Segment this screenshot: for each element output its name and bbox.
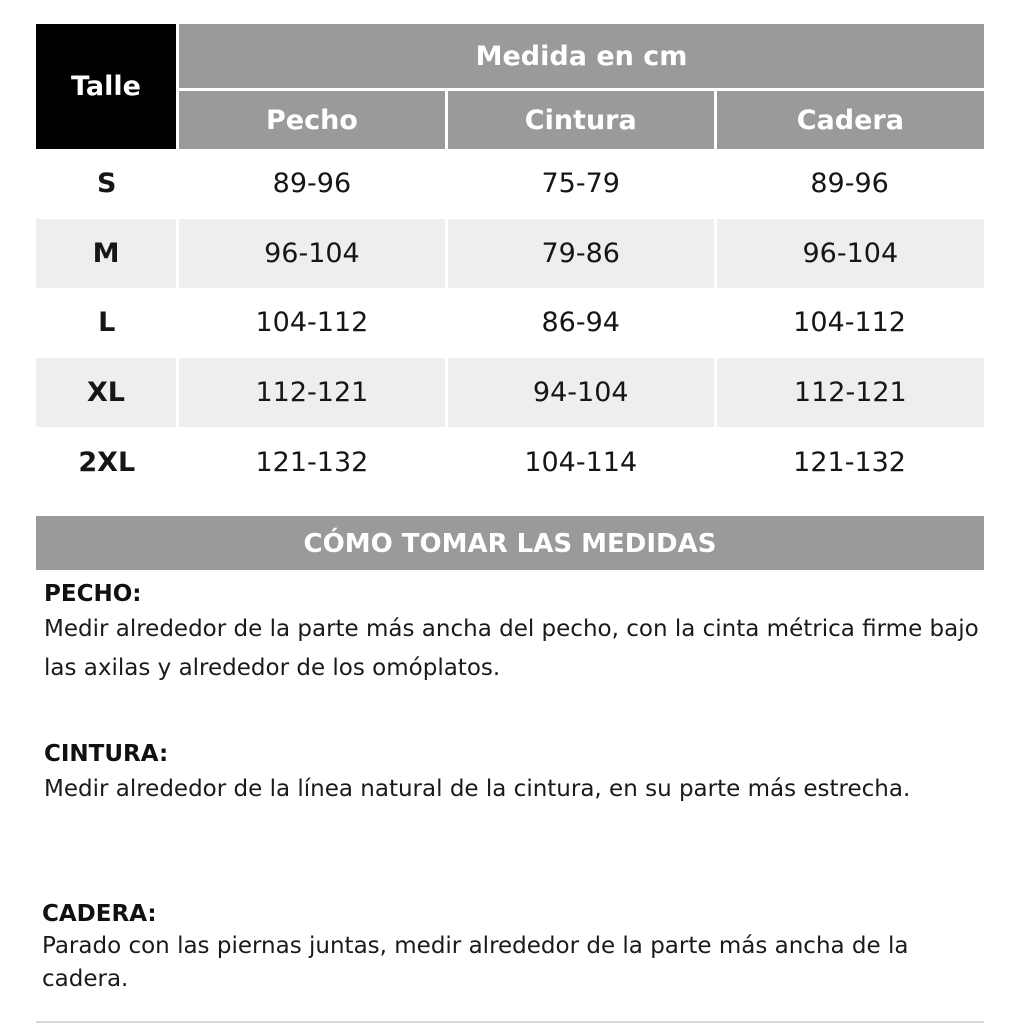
guide-section-cadera xyxy=(42,898,992,996)
guide-heading: CADERA: xyxy=(42,901,157,927)
cadera-cell: 96-104 xyxy=(715,219,984,289)
table-row xyxy=(36,288,984,358)
guide-text: Medir alrededor de la parte más ancha del pecho, con la cinta métrica firme bajo las axilas y alrededor de los omóplatos. xyxy=(44,616,979,681)
size-cell: 2XL xyxy=(78,446,136,478)
cadera-cell: 121-132 xyxy=(793,446,906,478)
cintura-cell: 75-79 xyxy=(541,168,620,200)
size-cell: XL xyxy=(36,358,178,428)
cintura-cell: 104-114 xyxy=(524,446,638,478)
pecho-cell: 89-96 xyxy=(272,168,352,200)
table-row xyxy=(36,427,984,497)
size-cell: L xyxy=(98,307,116,339)
measurement-group-header: Medida en cm xyxy=(178,24,985,90)
pecho-cell: 112-121 xyxy=(178,358,447,428)
pecho-cell: 96-104 xyxy=(178,219,447,289)
cadera-cell: 112-121 xyxy=(715,358,984,428)
column-header-pecho: Pecho xyxy=(178,90,447,150)
cintura-cell: 94-104 xyxy=(446,358,715,428)
measuring-guide-title: CÓMO TOMAR LAS MEDIDAS xyxy=(36,516,984,570)
pecho-cell: 104-112 xyxy=(255,307,369,339)
guide-text: Medir alrededor de la línea natural de la cintura, en su parte más estrecha. xyxy=(44,776,911,802)
cadera-cell: 89-96 xyxy=(810,168,889,200)
guide-section-pecho xyxy=(44,578,994,688)
cadera-cell: 104-112 xyxy=(793,307,906,339)
table-row xyxy=(36,358,984,428)
pecho-cell: 121-132 xyxy=(255,446,369,478)
cintura-cell: 86-94 xyxy=(541,307,620,339)
bottom-divider xyxy=(36,1021,984,1023)
guide-heading: PECHO: xyxy=(44,581,142,607)
cintura-cell: 79-86 xyxy=(446,219,715,289)
size-header: Talle xyxy=(36,24,178,149)
guide-text: Parado con las piernas juntas, medir alrededor de la parte más ancha de la cadera. xyxy=(42,933,909,992)
column-header-cintura: Cintura xyxy=(446,90,715,150)
column-header-cadera: Cadera xyxy=(715,90,984,150)
size-table xyxy=(36,24,984,497)
table-row xyxy=(36,219,984,289)
size-cell: M xyxy=(36,219,178,289)
table-row xyxy=(36,149,984,219)
guide-heading: CINTURA: xyxy=(44,741,169,767)
size-cell: S xyxy=(97,168,117,200)
guide-section-cintura xyxy=(44,738,994,809)
